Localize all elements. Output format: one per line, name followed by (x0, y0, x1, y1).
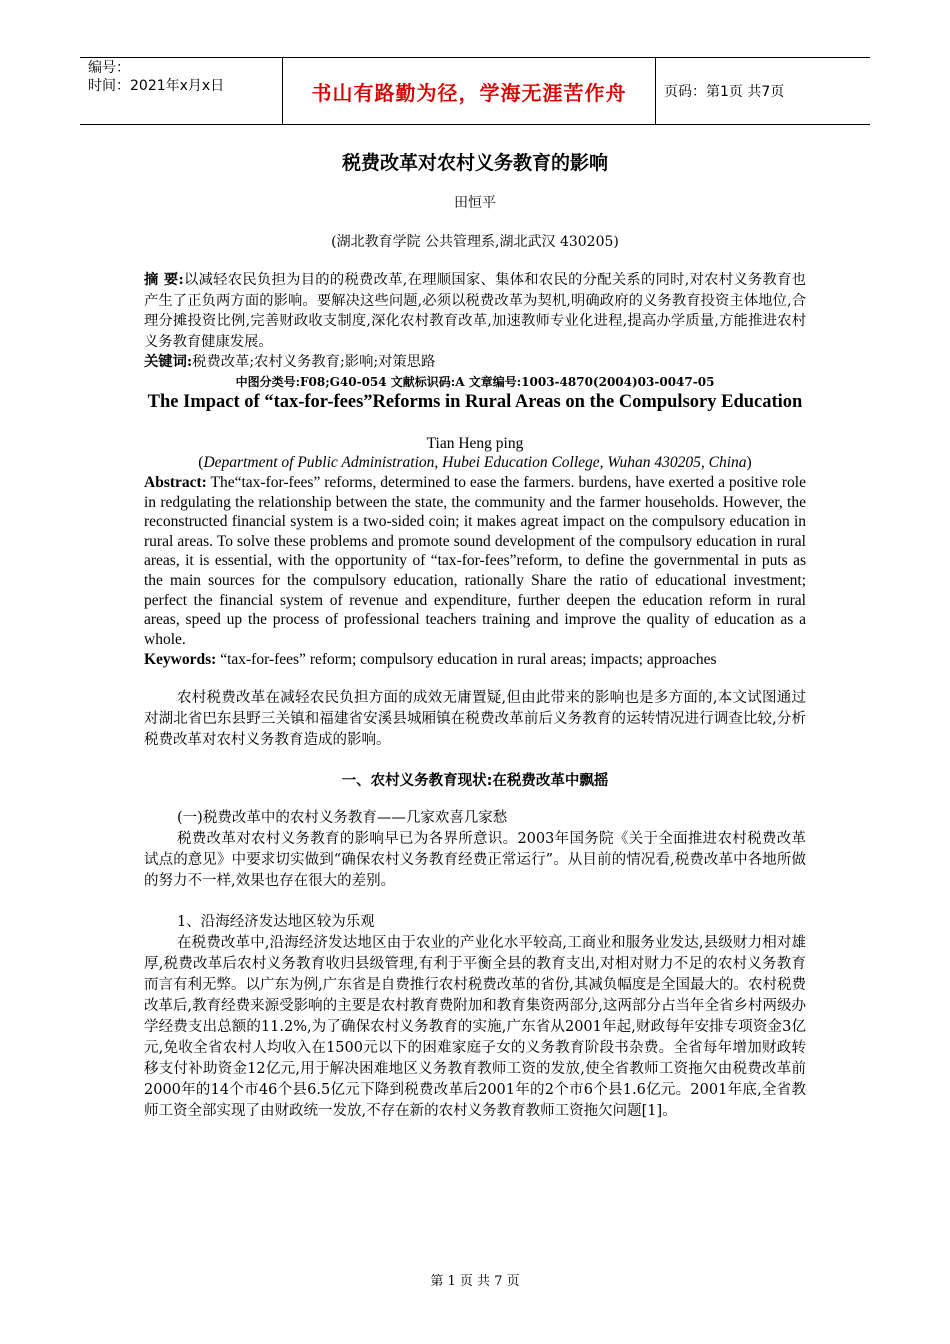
classification-line: 中图分类号:F08;G40-054 文献标识码:A 文章编号:1003-4870(2004)03-0047-05 (235, 375, 715, 389)
subsection-1-heading: (一)税费改革中的农村义务教育——几家欢喜几家愁 (177, 810, 508, 826)
page-title: 税费改革对农村义务教育的影响 (341, 152, 608, 174)
header-meta (88, 59, 224, 95)
abstract-en (144, 473, 806, 649)
english-title: The Impact of “tax-for-fees”Reforms in Rural Areas on the Compulsory Education (147, 392, 803, 412)
keywords-cn (144, 352, 806, 372)
affiliation: (湖北教育学院 公共管理系,湖北武汉 430205) (331, 234, 619, 250)
paragraph-3: 在税费改革中,沿海经济发达地区由于农业的产业化水平较高,工商业和服务业发达,县级财力相对雄厚,税费改革后农村义务教育收归县级管理,有利于平衡全县的教育支出,对相对财力不足的农村义务教育而言有利无弊。以广东为例,广东省是自费推行农村税费改革的省份,其减负幅度是全国最大的。农村税费改革后,教育经费来源受影响的主要是农村教育费附加和教育集资两部分,这两部分占当年全省乡村两级办学经费支出总额的11.2%,为了确保农村义务教育的实施,广东省从2001年起,财政每年安排专项资金3亿元,免收全省农村人均收入在1500元以下的困难家庭子女的义务教育阶段书杂费。全省每年增加财政转移支付补助资金12亿元,用于解决困难地区义务教育教师工资的发放,使全省教师工资拖欠由税费改革前2000年的14个市46个县6.5亿元下降到税费改革后2001年的2个市6个县1.6亿元。2001年底,全省教师工资全部实现了由财政统一发放,不存在新的农村义务教育教师工资拖欠问题[1]。 (144, 935, 806, 1119)
header-top-rule (80, 57, 870, 58)
english-affiliation: (Department of Public Administration, Hubei Education College, Wuhan 430205, China) (198, 454, 752, 471)
header-number-label: 编号： (88, 60, 130, 76)
keywords-cn-text: 税费改革;农村义务教育;影响;对策思路 (192, 354, 436, 370)
english-affiliation-text: Department of Public Administration, Hubei Education College, Wuhan 430205, China (203, 454, 747, 471)
abstract-en-text: The“tax-for-fees” reforms, determined to ease the farmers. burdens, have exerted a positive role in redgulating the relationship between the state, the community and the farmer households. However, the reconstructed financial system is a two-sided coin; it makes agreat impact on the compulsory education in rural areas. To solve these problems and promote sound development of the compulsory education in rural areas, it is essential, with the opportunity of “tax-for-fees”reform, to define the governmental in puts as the main sources for the compulsory education, rationally Share the ratio of educational investment; perfect the financial system of revenue and expenditure, further deepen the education reform in rural areas, speed up the process of professional teachers training and improve the quality of education as a whole. (144, 474, 806, 648)
english-author: Tian Heng ping (426, 435, 524, 452)
header-page-info: 页码：第1页 共7页 (664, 84, 785, 100)
abstract-en-label: Abstract: (144, 474, 207, 491)
header-divider-2 (655, 57, 656, 125)
header-bottom-rule (80, 124, 870, 125)
section-1-heading: 一、农村义务教育现状:在税费改革中飘摇 (341, 773, 609, 789)
header-time-label: 时间：2021年x月x日 (88, 78, 225, 94)
intro-paragraph: 农村税费改革在减轻农民负担方面的成效无庸置疑,但由此带来的影响也是多方面的,本文试图通过对湖北省巴东县野三关镇和福建省安溪县城厢镇在税费改革前后义务教育的运转情况进行调查比较,分析税费改革对农村义务教育造成的影响。 (144, 690, 806, 748)
abstract-cn (144, 270, 806, 352)
keywords-en (144, 650, 806, 670)
author: 田恒平 (454, 195, 496, 211)
header-motto: 书山有路勤为径，学海无涯苦作舟 (311, 81, 627, 105)
paragraph-2: 税费改革对农村义务教育的影响早已为各界所意识。2003年国务院《关于全面推进农村税费改革试点的意见》中要求切实做到“确保农村义务教育经费正常运行”。从目前的情况看,税费改革中各地所做的努力不一样,效果也存在很大的差别。 (144, 831, 806, 889)
abstract-cn-label: 摘 要: (144, 272, 184, 288)
document-header (80, 57, 870, 125)
keywords-en-label: Keywords: (144, 651, 217, 668)
subsection-2-heading: 1、沿海经济发达地区较为乐观 (177, 914, 375, 930)
keywords-cn-label: 关键词: (144, 354, 193, 370)
keywords-en-text: “tax-for-fees” reform; compulsory education in rural areas; impacts; approaches (220, 651, 717, 668)
abstract-cn-text: 以减轻农民负担为目的的税费改革,在理顺国家、集体和农民的分配关系的同时,对农村义务教育也产生了正负两方面的影响。要解决这些问题,必须以税费改革为契机,明确政府的义务教育投资主体地位,合理分摊投资比例,完善财政收支制度,深化农村教育改革,加速教师专业化进程,提高办学质量,方能推进农村义务教育健康发展。 (144, 272, 806, 350)
page-footer: 第 1 页 共 7 页 (430, 1274, 520, 1289)
